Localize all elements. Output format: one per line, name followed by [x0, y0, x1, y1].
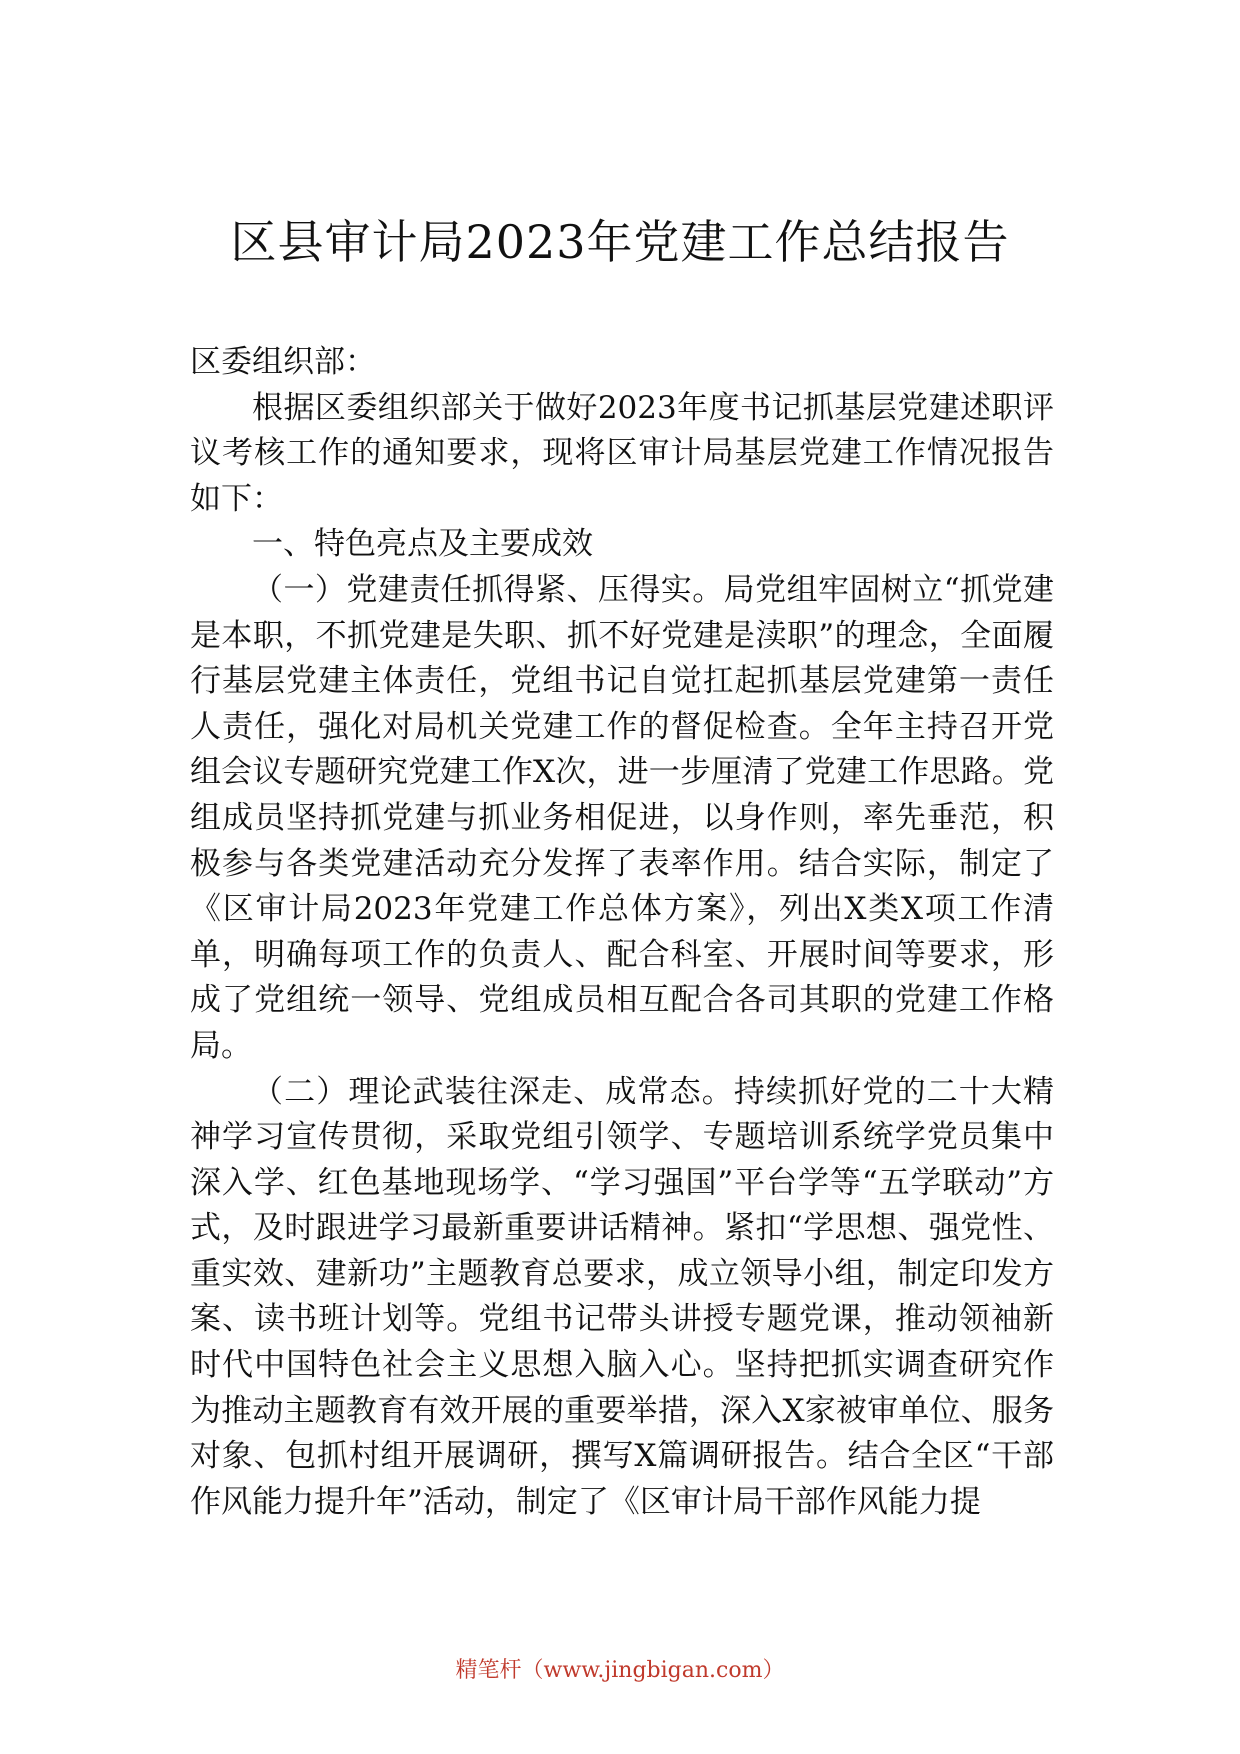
document-title: 区县审计局2023年党建工作总结报告 — [230, 215, 1010, 269]
paragraph-item-1: （一）党建责任抓得紧、压得实。局党组牢固树立“抓党建是本职，不抓党建是失职、抓不好党建是渎职”的理念，全面履行基层党建主体责任，党组书记自觉扛起抓基层党建第一责任人责任，强化对局机关党建工作的督促检查。全年主持召开党组会议专题研究党建工作X次，进一步厘清了党建工作思路。党组成员坚持抓党建与抓业务相促进，以身作则，率先垂范，积极参与各类党建活动充分发挥了表率作用。结合实际，制定了《区审计局2023年党建工作总体方案》，列出X类X项工作清单，明确每项工作的负责人、配合科室、开展时间等要求，形成了党组统一领导、党组成员相互配合各司其职的党建工作格局。 — [190, 571, 1054, 1064]
footer-watermark: 精笔杆（www.jingbigan.com） — [455, 1658, 785, 1683]
section-heading: 一、特色亮点及主要成效 — [252, 526, 593, 563]
paragraph-item-2: （二）理论武装往深走、成常态。持续抓好党的二十大精神学习宣传贯彻，采取党组引领学、专题培训系统学党员集中深入学、红色基地现场学、“学习强国”平台学等“五学联动”方式，及时跟进学习最新重要讲话精神。紧扣“学思想、强党性、重实效、建新功”主题教育总要求，成立领导小组，制定印发方案、读书班计划等。党组书记带头讲授专题党课，推动领袖新时代中国特色社会主义思想入脑入心。坚持把抓实调查研究作为推动主题教育有效开展的重要举措，深入X家被审单位、服务对象、包抓村组开展调研，撰写X篇调研报告。结合全区“干部作风能力提升年”活动，制定了《区审计局干部作风能力提 — [190, 1073, 1054, 1520]
document-body — [190, 340, 1054, 1525]
salutation: 区委组织部： — [190, 344, 376, 380]
paragraph-intro: 根据区委组织部关于做好2023年度书记抓基层党建述职评议考核工作的通知要求，现将区审计局基层党建工作情况报告如下： — [190, 389, 1054, 517]
